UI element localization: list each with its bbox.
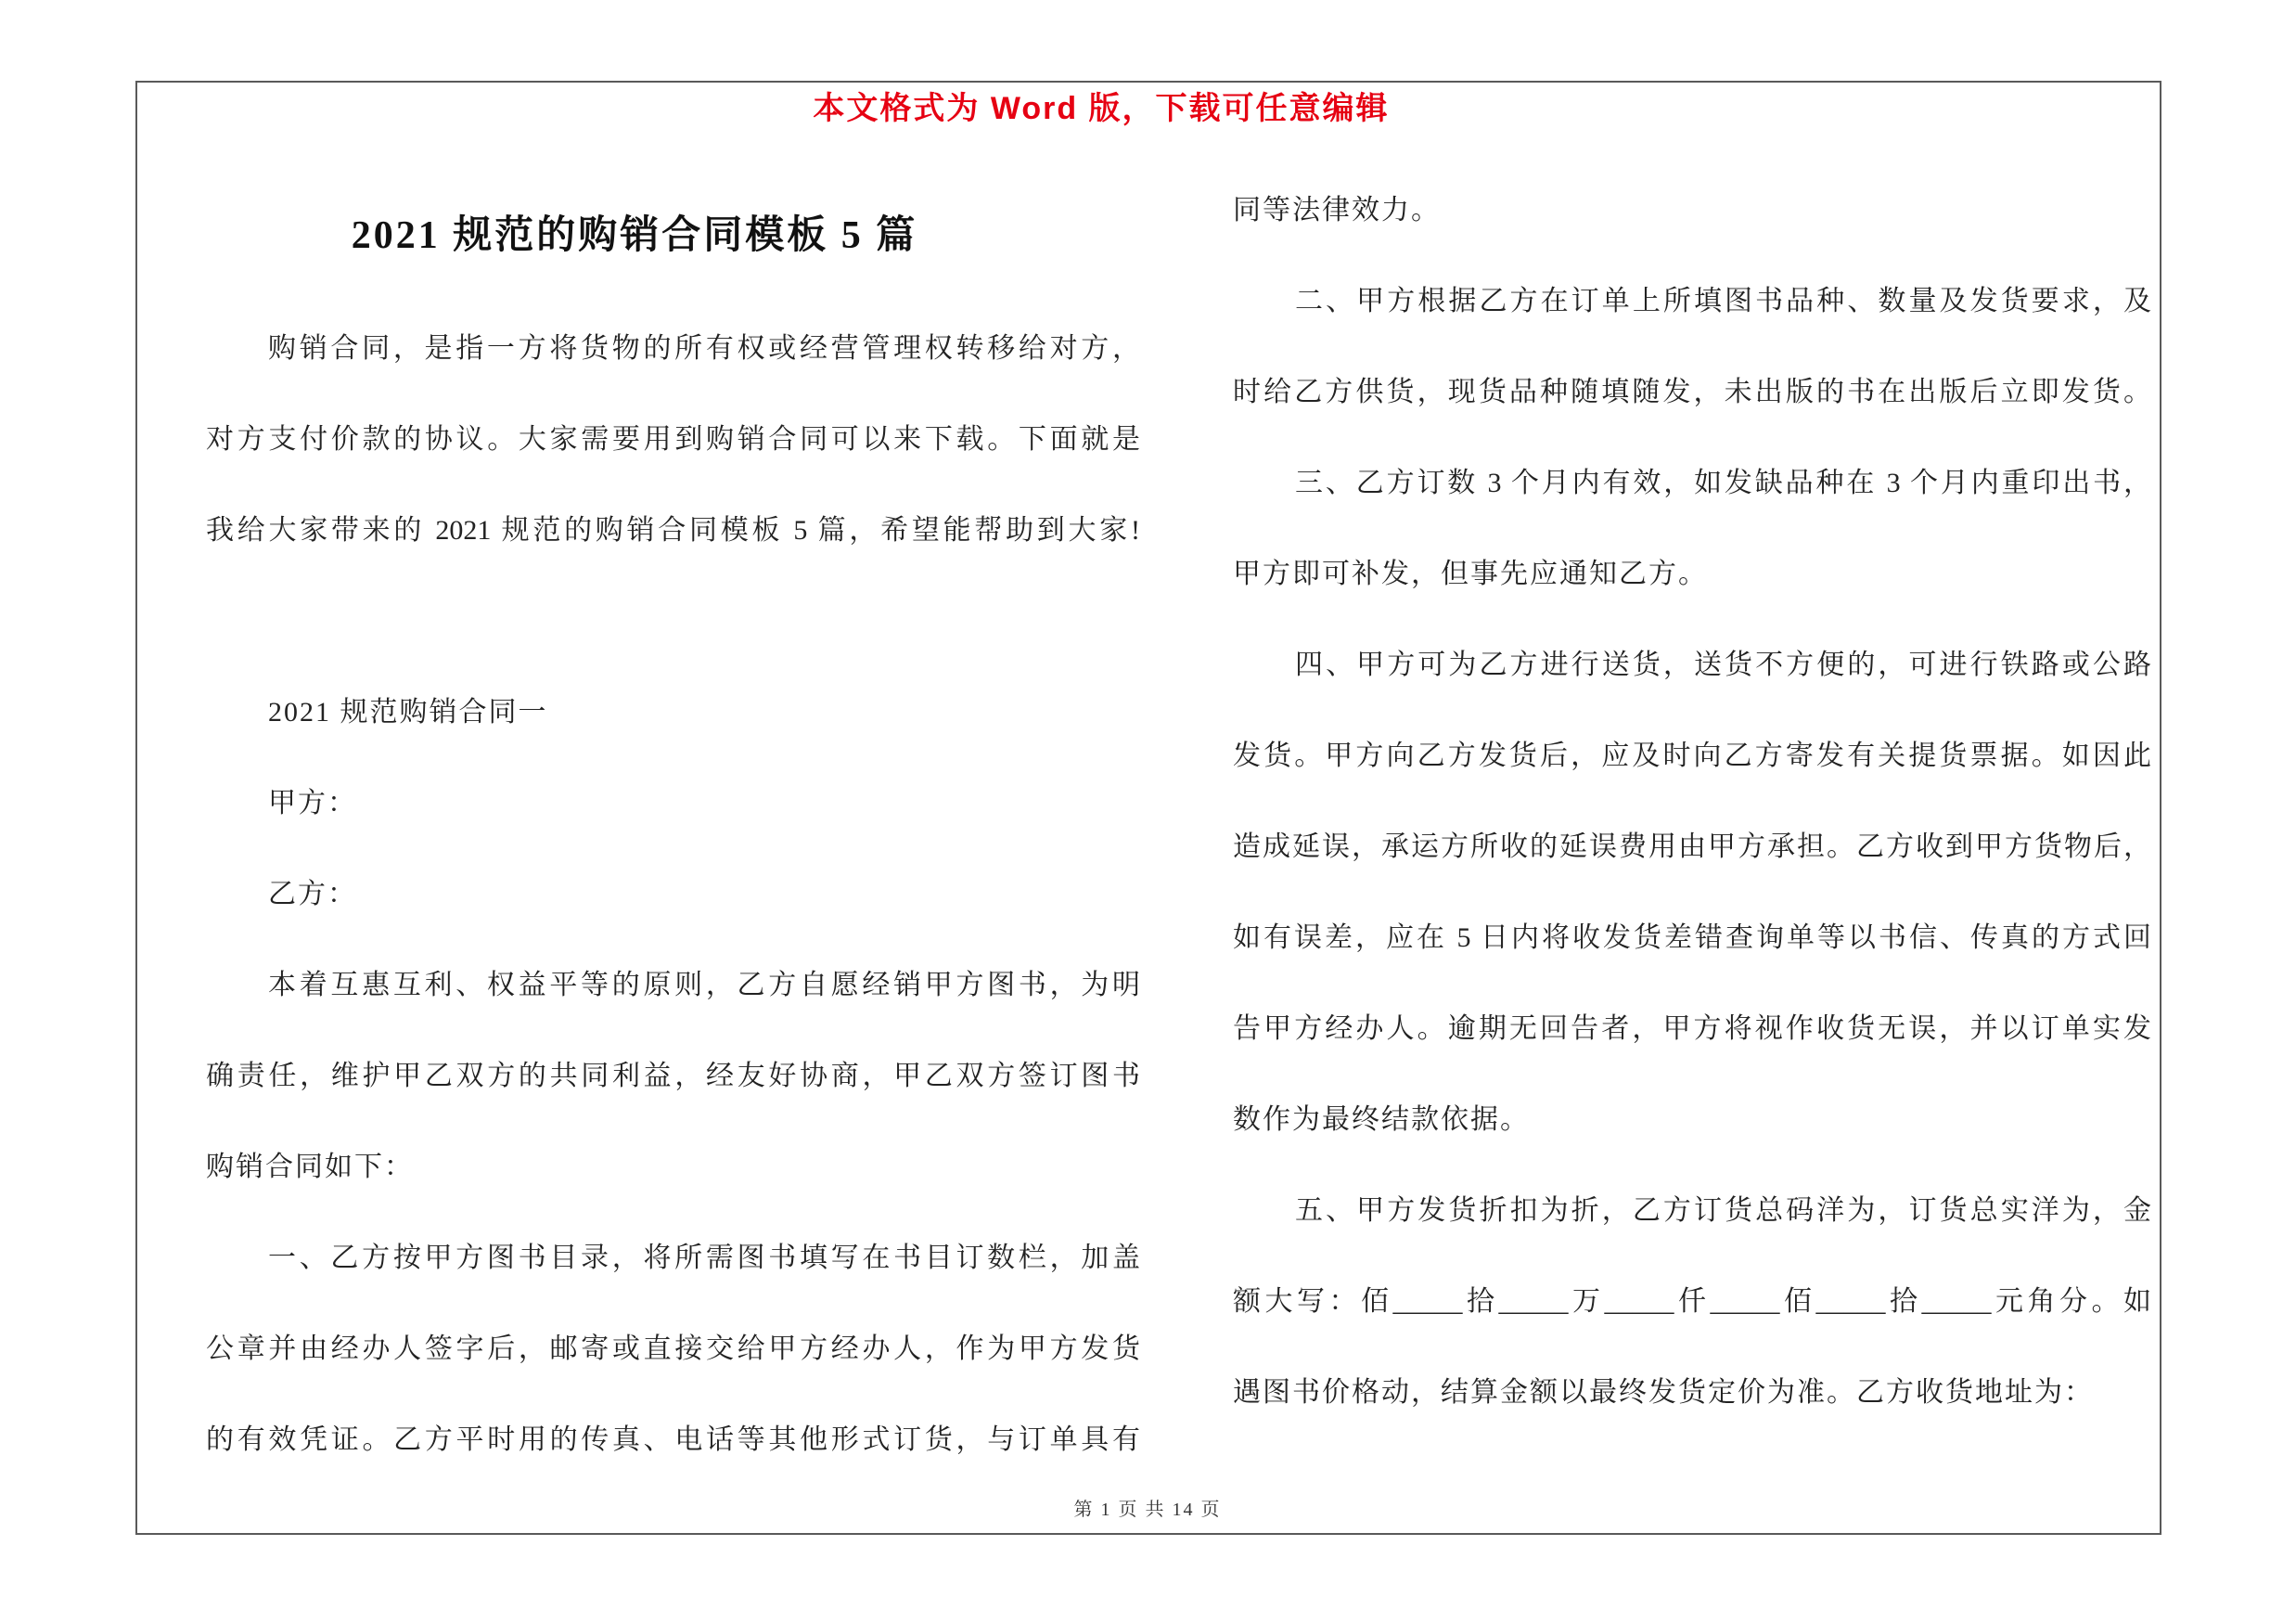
clause-3-line: 甲方即可补发，但事先应通知乙方。 <box>1233 559 1708 589</box>
party-a-label: 甲方： <box>268 788 357 818</box>
clause-4-line: 告甲方经办人。逾期无回告者，甲方将视作收货无误，并以订单实发 <box>1233 1013 2151 1044</box>
blank-line <box>206 576 1140 667</box>
clause-4-line: 如有误差，应在 5 日内将收发货差错查询单等以书信、传真的方式回 <box>1233 922 2151 953</box>
download-notice: 本文格式为 Word 版，下载可任意编辑 <box>813 91 1390 126</box>
clause-1-line: 的有效凭证。乙方平时用的传真、电话等其他形式订货，与订单具有 <box>206 1424 1140 1455</box>
document-title: 2021 规范的购销合同模板 5 篇 <box>351 214 918 257</box>
party-b-label: 乙方： <box>268 879 357 909</box>
page-number: 第 1 页 共 14 页 <box>1073 1500 1222 1520</box>
contract-heading: 2021 规范购销合同一 <box>268 697 548 728</box>
intro-line: 对方支付价款的协议。大家需要用到购销合同可以来下载。下面就是 <box>206 424 1140 455</box>
intro-line: 我给大家带来的 2021 规范的购销合同模板 5 篇，希望能帮助到大家! <box>206 515 1140 546</box>
clause-4-line: 发货。甲方向乙方发货后，应及时向乙方寄发有关提货票据。如因此 <box>1233 741 2151 771</box>
clause-4-line: 四、甲方可为乙方进行送货，送货不方便的，可进行铁路或公路 <box>1295 650 2151 680</box>
clause-1-line: 同等法律效力。 <box>1233 195 1441 225</box>
clause-1-line: 一、乙方按甲方图书目录，将所需图书填写在书目订数栏，加盖 <box>268 1243 1140 1273</box>
preamble-line: 确责任，维护甲乙双方的共同利益，经友好协商，甲乙双方签订图书 <box>206 1061 1140 1091</box>
clause-5-line: 五、甲方发货折扣为折，乙方订货总码洋为，订货总实洋为，金 <box>1295 1195 2151 1226</box>
clause-2-line: 时给乙方供货，现货品种随填随发，未出版的书在出版后立即发货。 <box>1233 377 2151 407</box>
clause-5-line: 额大写：佰_____拾_____万_____仟_____佰_____拾_____元角分。如 <box>1233 1286 2151 1317</box>
clause-4-line: 造成延误，承运方所收的延误费用由甲方承担。乙方收到甲方货物后， <box>1233 831 2151 862</box>
preamble-line: 本着互惠互利、权益平等的原则，乙方自愿经销甲方图书，为明 <box>268 970 1140 1000</box>
clause-3-line: 三、乙方订数 3 个月内有效，如发缺品种在 3 个月内重印出书， <box>1295 468 2151 498</box>
right-column <box>1233 165 2151 1438</box>
clause-2-line: 二、甲方根据乙方在订单上所填图书品种、数量及发货要求，及 <box>1295 286 2151 316</box>
preamble-line: 购销合同如下： <box>206 1152 414 1182</box>
intro-line: 购销合同，是指一方将货物的所有权或经营管理权转移给对方， <box>268 333 1140 364</box>
clause-4-line: 数作为最终结款依据。 <box>1233 1104 1530 1135</box>
left-column <box>206 303 1140 1486</box>
clause-1-line: 公章并由经办人签字后，邮寄或直接交给甲方经办人，作为甲方发货 <box>206 1333 1140 1364</box>
clause-5-line: 遇图书价格动，结算金额以最终发货定价为准。乙方收货地址为： <box>1233 1377 2094 1408</box>
